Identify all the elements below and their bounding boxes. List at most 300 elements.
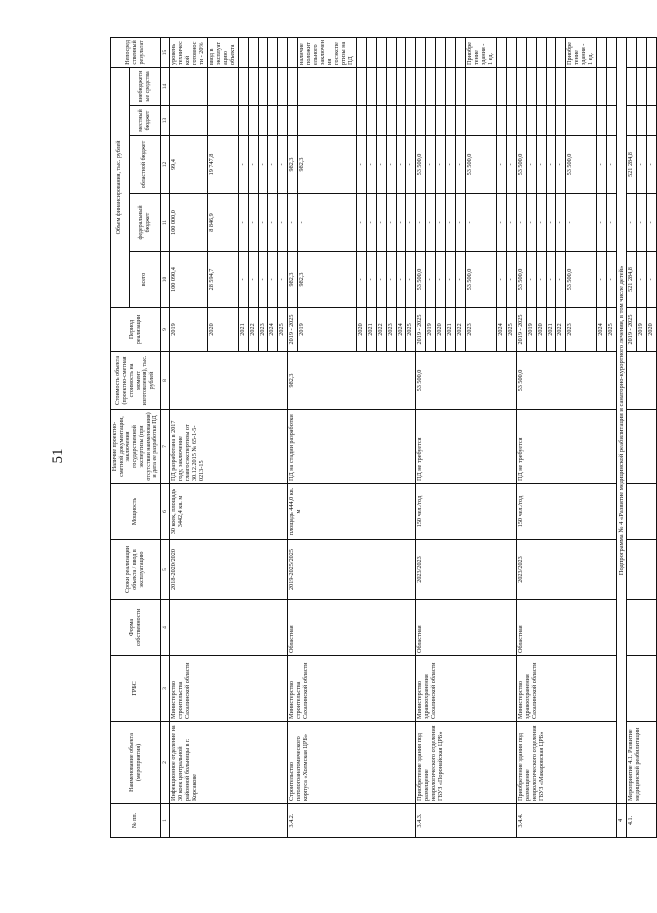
federal-cell: 100 000,0 bbox=[170, 194, 208, 252]
federal-cell: - bbox=[416, 194, 426, 252]
extra-cell bbox=[647, 67, 657, 105]
year-cell: 2025 bbox=[607, 308, 617, 352]
federal-cell: - bbox=[516, 194, 526, 252]
local-cell bbox=[536, 106, 546, 136]
estimate-cell bbox=[170, 352, 288, 410]
regional-cell: - bbox=[556, 136, 566, 194]
regional-cell: - bbox=[536, 136, 546, 194]
local-cell bbox=[406, 106, 416, 136]
estimate-cell: 53 500,0 bbox=[516, 352, 616, 410]
local-cell bbox=[268, 106, 278, 136]
extra-cell bbox=[207, 67, 238, 105]
result-cell: уровень технической готовности - 20% bbox=[170, 37, 208, 67]
extra-cell bbox=[597, 67, 607, 105]
federal-cell: - bbox=[386, 194, 396, 252]
docs-cell: ПД не требуется bbox=[416, 410, 516, 484]
total-cell: - bbox=[376, 252, 386, 308]
regional-cell: - bbox=[386, 136, 396, 194]
federal-cell: - bbox=[556, 194, 566, 252]
regional-cell: - bbox=[258, 136, 268, 194]
grbs-cell: Министерство строительства Сахалинской области bbox=[288, 656, 416, 722]
row-number bbox=[170, 804, 288, 838]
result-cell bbox=[416, 37, 426, 67]
colnum: 3 bbox=[161, 656, 170, 722]
result-cell bbox=[426, 37, 436, 67]
header-total: всего bbox=[129, 252, 160, 308]
extra-cell bbox=[526, 67, 536, 105]
total-cell: - bbox=[546, 252, 556, 308]
row-number: 3.4.2. bbox=[288, 804, 416, 838]
header-grbs: ГРБС bbox=[111, 656, 161, 722]
total-cell: - bbox=[496, 252, 506, 308]
federal-cell: - bbox=[396, 194, 406, 252]
extra-cell bbox=[248, 67, 258, 105]
local-cell bbox=[278, 106, 288, 136]
federal-cell: - bbox=[238, 194, 248, 252]
regional-cell: - bbox=[506, 136, 516, 194]
federal-cell: - bbox=[637, 194, 647, 252]
year-cell: 2020 bbox=[536, 308, 546, 352]
year-cell: 2022 bbox=[456, 308, 466, 352]
object-name: Мероприятие 4.1. Развитие медицинской реабилитации bbox=[627, 722, 657, 804]
grbs-cell: Министерство строительства Сахалинской области bbox=[170, 656, 288, 722]
capacity-cell: площадь 444,0 кв. м bbox=[288, 484, 416, 540]
local-cell bbox=[516, 106, 526, 136]
regional-cell: - bbox=[456, 136, 466, 194]
total-cell: 53 500,0 bbox=[466, 252, 497, 308]
colnum: 13 bbox=[161, 106, 170, 136]
federal-cell: - bbox=[647, 194, 657, 252]
docs-cell: ПД разработана в 2017 году, заключение главгосэкспертизы от 30.12.2015 № 65-1-5-0213-15 bbox=[170, 410, 288, 484]
header-extra: внебюджетные средства bbox=[129, 67, 160, 105]
total-cell: 100 090,4 bbox=[170, 252, 208, 308]
regional-cell: - bbox=[356, 136, 366, 194]
local-cell bbox=[436, 106, 446, 136]
federal-cell: - bbox=[278, 194, 288, 252]
year-cell: 2022 bbox=[376, 308, 386, 352]
regional-cell: 982,3 bbox=[298, 136, 357, 194]
regional-cell: 521 284,8 bbox=[627, 136, 637, 194]
capacity-cell bbox=[627, 484, 657, 540]
result-cell bbox=[456, 37, 466, 67]
federal-cell: - bbox=[268, 194, 278, 252]
total-cell: - bbox=[258, 252, 268, 308]
regional-cell: 99,4 bbox=[170, 136, 208, 194]
colnum: 1 bbox=[161, 804, 170, 838]
result-cell bbox=[288, 37, 298, 67]
total-cell: - bbox=[238, 252, 248, 308]
page-number: 51 bbox=[50, 448, 66, 464]
federal-cell: - bbox=[597, 194, 607, 252]
federal-cell: - bbox=[566, 194, 597, 252]
colnum: 10 bbox=[161, 252, 170, 308]
local-cell bbox=[366, 106, 376, 136]
column-numbers-row bbox=[161, 37, 170, 837]
total-cell: - bbox=[268, 252, 278, 308]
extra-cell bbox=[546, 67, 556, 105]
financing-table bbox=[110, 37, 657, 838]
capacity-cell: 150 чел./год bbox=[516, 484, 616, 540]
local-cell bbox=[506, 106, 516, 136]
grbs-cell: Министерство здравоохранения Сахалинской области bbox=[516, 656, 616, 722]
object-name: Строительство патологоанатомического корпуса «Холмская ЦРБ» bbox=[288, 722, 416, 804]
extra-cell bbox=[466, 67, 497, 105]
colnum: 2 bbox=[161, 722, 170, 804]
federal-cell: - bbox=[288, 194, 298, 252]
local-cell bbox=[386, 106, 396, 136]
result-cell bbox=[516, 37, 526, 67]
year-cell: 2023 bbox=[258, 308, 268, 352]
extra-cell bbox=[496, 67, 506, 105]
year-cell: 2025 bbox=[406, 308, 416, 352]
result-cell bbox=[627, 37, 637, 67]
ownership-cell: Областная bbox=[516, 600, 616, 656]
total-cell: 53 500,0 bbox=[566, 252, 597, 308]
total-cell: 53 500,0 bbox=[416, 252, 426, 308]
header-federal: федеральный бюджет bbox=[129, 194, 160, 252]
extra-cell bbox=[298, 67, 357, 105]
local-cell bbox=[566, 106, 597, 136]
year-cell: 2022 bbox=[556, 308, 566, 352]
regional-cell: - bbox=[278, 136, 288, 194]
table-row bbox=[516, 37, 526, 837]
total-cell: - bbox=[637, 252, 647, 308]
year-cell: 2021 bbox=[238, 308, 248, 352]
federal-cell: - bbox=[356, 194, 366, 252]
extra-cell bbox=[366, 67, 376, 105]
extra-cell bbox=[506, 67, 516, 105]
object-name: Инфекционное отделение на 30 коек центральной районной больницы в г. Корсакове bbox=[170, 722, 288, 804]
regional-cell: - bbox=[526, 136, 536, 194]
extra-cell bbox=[607, 67, 617, 105]
subprogram-number: 4 bbox=[617, 804, 627, 838]
federal-cell: - bbox=[536, 194, 546, 252]
extra-cell bbox=[386, 67, 396, 105]
local-cell bbox=[466, 106, 497, 136]
ownership-cell bbox=[170, 600, 288, 656]
regional-cell: 53 500,0 bbox=[466, 136, 497, 194]
extra-cell bbox=[426, 67, 436, 105]
result-cell: ввод в эксплуатацию объекта bbox=[207, 37, 238, 67]
total-cell: - bbox=[446, 252, 456, 308]
regional-cell: 19 747,8 bbox=[207, 136, 238, 194]
ownership-cell bbox=[627, 600, 657, 656]
regional-cell: - bbox=[268, 136, 278, 194]
estimate-cell bbox=[627, 352, 657, 410]
year-cell: 2020 bbox=[207, 308, 238, 352]
year-cell: 2023 bbox=[466, 308, 497, 352]
regional-cell: - bbox=[546, 136, 556, 194]
local-cell bbox=[258, 106, 268, 136]
result-cell bbox=[376, 37, 386, 67]
extra-cell bbox=[356, 67, 366, 105]
colnum: 7 bbox=[161, 410, 170, 484]
year-cell: 2024 bbox=[396, 308, 406, 352]
period-cell: 2019-2025/2025 bbox=[288, 540, 416, 600]
extra-cell bbox=[268, 67, 278, 105]
total-cell: - bbox=[248, 252, 258, 308]
regional-cell: - bbox=[238, 136, 248, 194]
colnum: 12 bbox=[161, 136, 170, 194]
extra-cell bbox=[516, 67, 526, 105]
result-cell bbox=[607, 37, 617, 67]
table-row bbox=[416, 37, 426, 837]
period-cell: 2018-2020/2020 bbox=[170, 540, 288, 600]
total-cell: - bbox=[597, 252, 607, 308]
result-cell bbox=[356, 37, 366, 67]
extra-cell bbox=[170, 67, 208, 105]
extra-cell bbox=[446, 67, 456, 105]
result-cell: Приобретение здания - 1 ед. bbox=[466, 37, 497, 67]
extra-cell bbox=[436, 67, 446, 105]
result-cell bbox=[436, 37, 446, 67]
table-row bbox=[627, 37, 637, 837]
colnum: 8 bbox=[161, 352, 170, 410]
regional-cell: - bbox=[637, 136, 647, 194]
total-cell: 53 500,0 bbox=[516, 252, 526, 308]
result-cell bbox=[597, 37, 607, 67]
local-cell bbox=[627, 106, 637, 136]
total-cell: - bbox=[607, 252, 617, 308]
local-cell bbox=[637, 106, 647, 136]
regional-cell: - bbox=[406, 136, 416, 194]
header-estimate: Стоимость объекта (проектно-сметная стоимость на момент изготовления), тыс. рублей bbox=[111, 352, 161, 410]
extra-cell bbox=[566, 67, 597, 105]
year-cell: 2019 - 2025 bbox=[288, 308, 298, 352]
regional-cell: - bbox=[647, 136, 657, 194]
extra-cell bbox=[416, 67, 426, 105]
regional-cell: 53 500,0 bbox=[516, 136, 526, 194]
federal-cell: - bbox=[456, 194, 466, 252]
period-cell: 2023/2023 bbox=[516, 540, 616, 600]
header-docs: Наличие проектно-сметной документации, заключения государственной экспертизы (при отсутствии наименования) и дата ее разработки ПД bbox=[111, 410, 161, 484]
total-cell: - bbox=[406, 252, 416, 308]
local-cell bbox=[546, 106, 556, 136]
docs-cell: ПД не требуется bbox=[516, 410, 616, 484]
result-cell bbox=[446, 37, 456, 67]
result-cell bbox=[386, 37, 396, 67]
local-cell bbox=[526, 106, 536, 136]
colnum: 15 bbox=[161, 37, 170, 67]
year-cell: 2019 bbox=[170, 308, 208, 352]
result-cell bbox=[647, 37, 657, 67]
grbs-cell bbox=[627, 656, 657, 722]
total-cell: - bbox=[536, 252, 546, 308]
header-result: Непосредственный результат bbox=[111, 37, 161, 67]
year-cell: 2021 bbox=[446, 308, 456, 352]
colnum: 11 bbox=[161, 194, 170, 252]
estimate-cell: 53 500,0 bbox=[416, 352, 516, 410]
federal-cell: - bbox=[376, 194, 386, 252]
total-cell: - bbox=[278, 252, 288, 308]
year-cell: 2024 bbox=[268, 308, 278, 352]
local-cell bbox=[238, 106, 248, 136]
local-cell bbox=[426, 106, 436, 136]
colnum: 5 bbox=[161, 540, 170, 600]
local-cell bbox=[496, 106, 506, 136]
local-cell bbox=[376, 106, 386, 136]
regional-cell: - bbox=[426, 136, 436, 194]
year-cell: 2019 - 2025 bbox=[516, 308, 526, 352]
local-cell bbox=[248, 106, 258, 136]
year-cell: 2024 bbox=[496, 308, 506, 352]
row-number: 3.4.3. bbox=[416, 804, 516, 838]
local-cell bbox=[356, 106, 366, 136]
extra-cell bbox=[637, 67, 647, 105]
year-cell: 2019 - 2025 bbox=[416, 308, 426, 352]
federal-cell: - bbox=[546, 194, 556, 252]
regional-cell: - bbox=[396, 136, 406, 194]
header-capacity: Мощность bbox=[111, 484, 161, 540]
ownership-cell: Областная bbox=[288, 600, 416, 656]
grbs-cell: Министерство здравоохранения Сахалинской области bbox=[416, 656, 516, 722]
header-local: местный бюджет bbox=[129, 106, 160, 136]
regional-cell: - bbox=[376, 136, 386, 194]
capacity-cell: 30 коек, площадь 3442,4 кв. м bbox=[170, 484, 288, 540]
regional-cell: - bbox=[436, 136, 446, 194]
federal-cell: - bbox=[446, 194, 456, 252]
local-cell bbox=[288, 106, 298, 136]
year-cell: 2019 bbox=[637, 308, 647, 352]
regional-cell: - bbox=[366, 136, 376, 194]
year-cell: 2019 - 2025 bbox=[627, 308, 637, 352]
total-cell: - bbox=[356, 252, 366, 308]
total-cell: - bbox=[506, 252, 516, 308]
result-cell bbox=[556, 37, 566, 67]
result-cell bbox=[536, 37, 546, 67]
year-cell: 2023 bbox=[386, 308, 396, 352]
total-cell: - bbox=[526, 252, 536, 308]
federal-cell: - bbox=[248, 194, 258, 252]
regional-cell: 53 500,0 bbox=[416, 136, 426, 194]
regional-cell: - bbox=[248, 136, 258, 194]
federal-cell: - bbox=[298, 194, 357, 252]
colnum: 6 bbox=[161, 484, 170, 540]
extra-cell bbox=[456, 67, 466, 105]
colnum: 4 bbox=[161, 600, 170, 656]
local-cell bbox=[416, 106, 426, 136]
extra-cell bbox=[536, 67, 546, 105]
result-cell bbox=[278, 37, 288, 67]
extra-cell bbox=[238, 67, 248, 105]
total-cell: - bbox=[366, 252, 376, 308]
result-cell: Приобретение здания - 1 ед. bbox=[566, 37, 597, 67]
year-cell: 2020 bbox=[356, 308, 366, 352]
local-cell bbox=[446, 106, 456, 136]
result-cell bbox=[396, 37, 406, 67]
federal-cell: - bbox=[607, 194, 617, 252]
regional-cell: - bbox=[607, 136, 617, 194]
year-cell: 2022 bbox=[248, 308, 258, 352]
federal-cell: - bbox=[526, 194, 536, 252]
result-cell bbox=[496, 37, 506, 67]
result-cell bbox=[406, 37, 416, 67]
year-cell: 2023 bbox=[566, 308, 597, 352]
federal-cell: - bbox=[436, 194, 446, 252]
local-cell bbox=[456, 106, 466, 136]
colnum: 14 bbox=[161, 67, 170, 105]
colnum: 9 bbox=[161, 308, 170, 352]
total-cell: - bbox=[386, 252, 396, 308]
extra-cell bbox=[258, 67, 268, 105]
period-cell bbox=[627, 540, 657, 600]
total-cell: 28 594,7 bbox=[207, 252, 238, 308]
header-years: Период реализации bbox=[111, 308, 161, 352]
capacity-cell: 150 чел./год bbox=[416, 484, 516, 540]
result-cell bbox=[248, 37, 258, 67]
total-cell: - bbox=[647, 252, 657, 308]
row-number: 4.1. bbox=[627, 804, 657, 838]
year-cell: 2021 bbox=[546, 308, 556, 352]
ownership-cell: Областная bbox=[416, 600, 516, 656]
rotated-table-container bbox=[110, 38, 655, 838]
result-cell bbox=[258, 37, 268, 67]
local-cell bbox=[607, 106, 617, 136]
result-cell bbox=[506, 37, 516, 67]
result-cell bbox=[526, 37, 536, 67]
header-ownership: Форма собственности bbox=[111, 600, 161, 656]
object-name: Приобретение здания под размещение неврологического отделения ГБУЗ «Поронайская ЦРБ» bbox=[416, 722, 516, 804]
table-row bbox=[170, 37, 208, 837]
federal-cell: 8 846,9 bbox=[207, 194, 238, 252]
total-cell: - bbox=[456, 252, 466, 308]
local-cell bbox=[647, 106, 657, 136]
result-cell bbox=[637, 37, 647, 67]
result-cell bbox=[546, 37, 556, 67]
federal-cell: - bbox=[627, 194, 637, 252]
federal-cell: - bbox=[506, 194, 516, 252]
year-cell: 2020 bbox=[647, 308, 657, 352]
extra-cell bbox=[556, 67, 566, 105]
local-cell bbox=[298, 106, 357, 136]
object-name: Приобретение здания под размещение неврологического отделения ГБУЗ «Макаровская ЦРБ» bbox=[516, 722, 616, 804]
result-cell bbox=[366, 37, 376, 67]
local-cell bbox=[556, 106, 566, 136]
federal-cell: - bbox=[496, 194, 506, 252]
extra-cell bbox=[627, 67, 637, 105]
extra-cell bbox=[278, 67, 288, 105]
regional-cell: - bbox=[496, 136, 506, 194]
total-cell: - bbox=[556, 252, 566, 308]
total-cell: 521 284,8 bbox=[627, 252, 637, 308]
federal-cell: - bbox=[258, 194, 268, 252]
extra-cell bbox=[406, 67, 416, 105]
year-cell: 2020 bbox=[436, 308, 446, 352]
regional-cell: - bbox=[446, 136, 456, 194]
federal-cell: - bbox=[466, 194, 497, 252]
header-row-1 bbox=[111, 37, 130, 837]
extra-cell bbox=[396, 67, 406, 105]
estimate-cell: 982,3 bbox=[288, 352, 416, 410]
year-cell: 2019 bbox=[526, 308, 536, 352]
local-cell bbox=[396, 106, 406, 136]
result-cell: наличие положительного заключения госэкспертизы на ПД bbox=[298, 37, 357, 67]
federal-cell: - bbox=[406, 194, 416, 252]
subprogram-title: Подпрограмма № 4 «Развитие медицинской реабилитации и санаторно-курортного лечения, в том числе детей» bbox=[617, 37, 627, 803]
year-cell: 2019 bbox=[298, 308, 357, 352]
local-cell bbox=[597, 106, 607, 136]
docs-cell bbox=[627, 410, 657, 484]
year-cell: 2019 bbox=[426, 308, 436, 352]
header-funding: Объем финансирования, тыс. рублей bbox=[111, 67, 130, 307]
extra-cell bbox=[288, 67, 298, 105]
header-period: Сроки реализации объекта / ввод в эксплуатацию bbox=[111, 540, 161, 600]
total-cell: 982,3 bbox=[298, 252, 357, 308]
table-row bbox=[288, 37, 298, 837]
header-regional: областной бюджет bbox=[129, 136, 160, 194]
local-cell bbox=[170, 106, 208, 136]
local-cell bbox=[207, 106, 238, 136]
